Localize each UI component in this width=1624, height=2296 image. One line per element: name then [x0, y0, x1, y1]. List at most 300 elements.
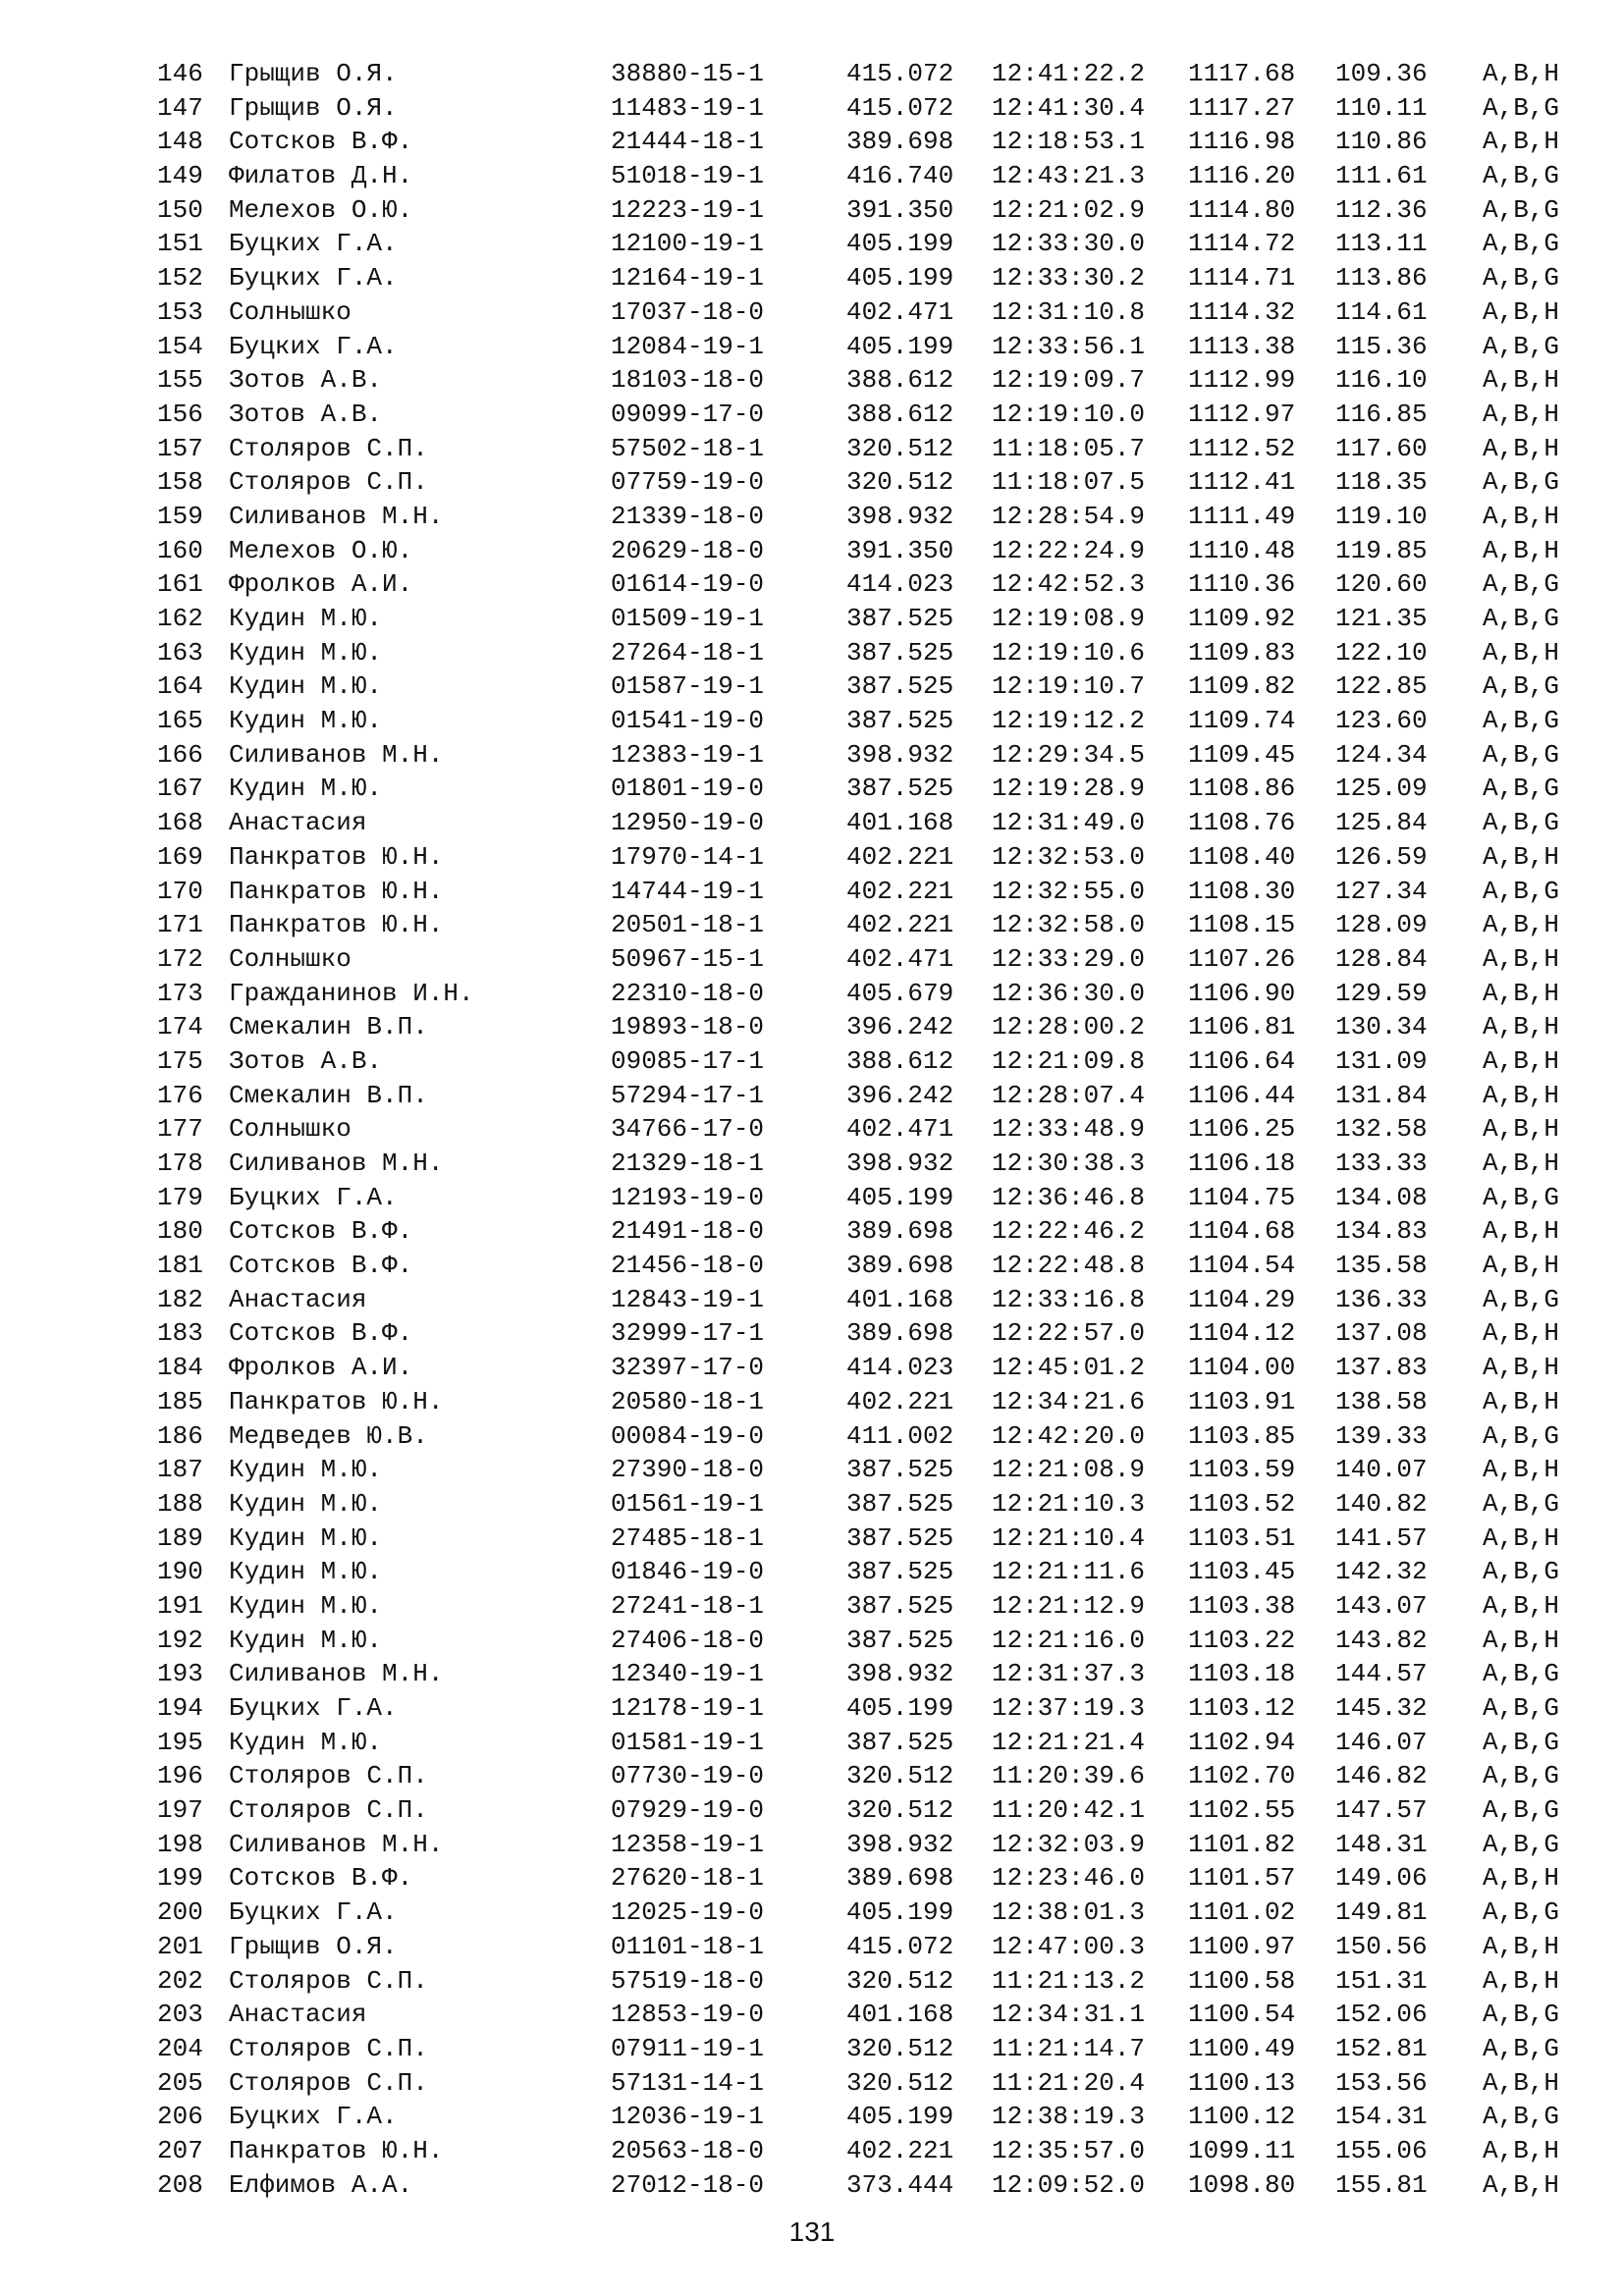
arrival-time-cell: 12:41:22.2 — [992, 59, 1146, 88]
coefficient-cell: 124.34 — [1335, 739, 1428, 770]
ring-number-cell: 27012-18-0 — [611, 2169, 765, 2200]
coefficient-cell: 153.56 — [1335, 2067, 1428, 2098]
arrival-time-cell: 12:29:34.5 — [992, 739, 1146, 770]
speed-cell: 1114.71 — [1188, 263, 1296, 294]
place-cell: 174 — [157, 1012, 203, 1042]
ring-number-cell: 12025-19-0 — [611, 1897, 765, 1928]
distance-cell: 387.525 — [846, 1727, 954, 1757]
ring-number-cell: 18103-18-0 — [611, 365, 765, 396]
ring-number-cell: 01541-19-0 — [611, 706, 765, 736]
flags-cell: A,B,H — [1483, 1045, 1560, 1076]
coefficient-cell: 122.10 — [1335, 637, 1428, 667]
place-cell: 168 — [157, 808, 203, 838]
coefficient-cell: 139.33 — [1335, 1420, 1428, 1451]
fancier-name-cell: Буцких Г.А. — [229, 331, 398, 361]
ring-number-cell: 11483-19-1 — [611, 92, 765, 123]
coefficient-cell: 129.59 — [1335, 978, 1428, 1008]
distance-cell: 398.932 — [846, 501, 954, 531]
fancier-name-cell: Кудин М.Ю. — [229, 1488, 383, 1519]
ring-number-cell: 12950-19-0 — [611, 808, 765, 838]
fancier-name-cell: Силиванов М.Н. — [229, 501, 444, 531]
distance-cell: 388.612 — [846, 399, 954, 429]
flags-cell: A,B,G — [1483, 1557, 1560, 1587]
fancier-name-cell: Кудин М.Ю. — [229, 1625, 383, 1655]
distance-cell: 398.932 — [846, 1829, 954, 1859]
arrival-time-cell: 12:28:00.2 — [992, 1012, 1146, 1042]
distance-cell: 414.023 — [846, 569, 954, 600]
distance-cell: 320.512 — [846, 1761, 954, 1791]
distance-cell: 402.221 — [846, 1386, 954, 1416]
flags-cell: A,B,H — [1483, 2067, 1560, 2098]
speed-cell: 1106.81 — [1188, 1012, 1296, 1042]
fancier-name-cell: Фролков А.И. — [229, 569, 413, 600]
ring-number-cell: 27241-18-1 — [611, 1590, 765, 1621]
flags-cell: A,B,G — [1483, 808, 1560, 838]
speed-cell: 1114.72 — [1188, 229, 1296, 259]
flags-cell: A,B,G — [1483, 1693, 1560, 1723]
distance-cell: 405.199 — [846, 2102, 954, 2132]
arrival-time-cell: 12:09:52.0 — [992, 2169, 1146, 2200]
ring-number-cell: 27620-18-1 — [611, 1863, 765, 1894]
fancier-name-cell: Буцких Г.А. — [229, 263, 398, 294]
distance-cell: 320.512 — [846, 1965, 954, 1996]
place-cell: 187 — [157, 1455, 203, 1485]
arrival-time-cell: 12:21:16.0 — [992, 1625, 1146, 1655]
place-cell: 166 — [157, 739, 203, 770]
speed-cell: 1101.02 — [1188, 1897, 1296, 1928]
distance-cell: 401.168 — [846, 2000, 954, 2030]
distance-cell: 320.512 — [846, 467, 954, 498]
distance-cell: 387.525 — [846, 604, 954, 633]
distance-cell: 389.698 — [846, 1251, 954, 1281]
place-cell: 150 — [157, 194, 203, 225]
arrival-time-cell: 12:34:21.6 — [992, 1386, 1146, 1416]
arrival-time-cell: 12:42:20.0 — [992, 1420, 1146, 1451]
distance-cell: 405.679 — [846, 978, 954, 1008]
distance-cell: 387.525 — [846, 1522, 954, 1553]
speed-cell: 1116.20 — [1188, 161, 1296, 191]
speed-cell: 1103.51 — [1188, 1522, 1296, 1553]
fancier-name-cell: Грыщив О.Я. — [229, 59, 398, 88]
fancier-name-cell: Кудин М.Ю. — [229, 774, 383, 804]
ring-number-cell: 07929-19-0 — [611, 1795, 765, 1826]
flags-cell: A,B,H — [1483, 433, 1560, 463]
distance-cell: 320.512 — [846, 1795, 954, 1826]
arrival-time-cell: 12:19:09.7 — [992, 365, 1146, 396]
coefficient-cell: 132.58 — [1335, 1114, 1428, 1145]
speed-cell: 1102.55 — [1188, 1795, 1296, 1826]
fancier-name-cell: Мелехов О.Ю. — [229, 535, 413, 565]
fancier-name-cell: Кудин М.Ю. — [229, 1455, 383, 1485]
place-cell: 147 — [157, 92, 203, 123]
speed-cell: 1108.40 — [1188, 841, 1296, 872]
fancier-name-cell: Грыщив О.Я. — [229, 1931, 398, 1961]
place-cell: 193 — [157, 1659, 203, 1689]
fancier-name-cell: Силиванов М.Н. — [229, 1148, 444, 1178]
fancier-name-cell: Панкратов Ю.Н. — [229, 1386, 444, 1416]
arrival-time-cell: 12:35:57.0 — [992, 2135, 1146, 2165]
fancier-name-cell: Силиванов М.Н. — [229, 1829, 444, 1859]
fancier-name-cell: Зотов А.В. — [229, 1045, 383, 1076]
speed-cell: 1106.64 — [1188, 1045, 1296, 1076]
ring-number-cell: 19893-18-0 — [611, 1012, 765, 1042]
flags-cell: A,B,H — [1483, 1522, 1560, 1553]
flags-cell: A,B,H — [1483, 501, 1560, 531]
coefficient-cell: 116.85 — [1335, 399, 1428, 429]
distance-cell: 391.350 — [846, 194, 954, 225]
flags-cell: A,B,G — [1483, 1182, 1560, 1212]
coefficient-cell: 127.34 — [1335, 876, 1428, 906]
distance-cell: 396.242 — [846, 1012, 954, 1042]
flags-cell: A,B,G — [1483, 1727, 1560, 1757]
arrival-time-cell: 12:21:21.4 — [992, 1727, 1146, 1757]
distance-cell: 402.471 — [846, 1114, 954, 1145]
speed-cell: 1103.38 — [1188, 1590, 1296, 1621]
speed-cell: 1108.76 — [1188, 808, 1296, 838]
place-cell: 207 — [157, 2135, 203, 2165]
coefficient-cell: 131.09 — [1335, 1045, 1428, 1076]
distance-cell: 387.525 — [846, 706, 954, 736]
speed-cell: 1109.74 — [1188, 706, 1296, 736]
flags-cell: A,B,G — [1483, 229, 1560, 259]
arrival-time-cell: 12:33:56.1 — [992, 331, 1146, 361]
distance-cell: 387.525 — [846, 1488, 954, 1519]
flags-cell: A,B,H — [1483, 296, 1560, 327]
arrival-time-cell: 11:21:13.2 — [992, 1965, 1146, 1996]
flags-cell: A,B,G — [1483, 92, 1560, 123]
fancier-name-cell: Кудин М.Ю. — [229, 1557, 383, 1587]
speed-cell: 1108.86 — [1188, 774, 1296, 804]
ring-number-cell: 12178-19-1 — [611, 1693, 765, 1723]
coefficient-cell: 121.35 — [1335, 604, 1428, 633]
distance-cell: 405.199 — [846, 1897, 954, 1928]
place-cell: 197 — [157, 1795, 203, 1826]
coefficient-cell: 136.33 — [1335, 1284, 1428, 1314]
ring-number-cell: 01509-19-1 — [611, 604, 765, 633]
coefficient-cell: 155.81 — [1335, 2169, 1428, 2200]
ring-number-cell: 07911-19-1 — [611, 2033, 765, 2063]
arrival-time-cell: 12:28:54.9 — [992, 501, 1146, 531]
flags-cell: A,B,G — [1483, 1488, 1560, 1519]
arrival-time-cell: 11:18:07.5 — [992, 467, 1146, 498]
distance-cell: 389.698 — [846, 1216, 954, 1247]
fancier-name-cell: Кудин М.Ю. — [229, 1522, 383, 1553]
place-cell: 208 — [157, 2169, 203, 2200]
coefficient-cell: 119.85 — [1335, 535, 1428, 565]
speed-cell: 1109.82 — [1188, 671, 1296, 702]
arrival-time-cell: 12:45:01.2 — [992, 1353, 1146, 1383]
flags-cell: A,B,G — [1483, 569, 1560, 600]
coefficient-cell: 140.82 — [1335, 1488, 1428, 1519]
place-cell: 202 — [157, 1965, 203, 1996]
place-cell: 203 — [157, 2000, 203, 2030]
place-cell: 171 — [157, 910, 203, 940]
arrival-time-cell: 12:33:29.0 — [992, 943, 1146, 974]
arrival-time-cell: 12:21:09.8 — [992, 1045, 1146, 1076]
arrival-time-cell: 12:21:10.4 — [992, 1522, 1146, 1553]
speed-cell: 1117.68 — [1188, 59, 1296, 88]
distance-cell: 398.932 — [846, 1148, 954, 1178]
speed-cell: 1112.97 — [1188, 399, 1296, 429]
place-cell: 195 — [157, 1727, 203, 1757]
arrival-time-cell: 12:33:16.8 — [992, 1284, 1146, 1314]
place-cell: 160 — [157, 535, 203, 565]
speed-cell: 1104.12 — [1188, 1318, 1296, 1349]
flags-cell: A,B,G — [1483, 1761, 1560, 1791]
ring-number-cell: 32999-17-1 — [611, 1318, 765, 1349]
distance-cell: 373.444 — [846, 2169, 954, 2200]
speed-cell: 1104.00 — [1188, 1353, 1296, 1383]
flags-cell: A,B,G — [1483, 739, 1560, 770]
speed-cell: 1103.85 — [1188, 1420, 1296, 1451]
arrival-time-cell: 12:30:38.3 — [992, 1148, 1146, 1178]
arrival-time-cell: 12:43:21.3 — [992, 161, 1146, 191]
flags-cell: A,B,H — [1483, 59, 1560, 88]
arrival-time-cell: 12:36:46.8 — [992, 1182, 1146, 1212]
place-cell: 178 — [157, 1148, 203, 1178]
place-cell: 170 — [157, 876, 203, 906]
place-cell: 148 — [157, 127, 203, 157]
ring-number-cell: 12193-19-0 — [611, 1182, 765, 1212]
ring-number-cell: 12100-19-1 — [611, 229, 765, 259]
place-cell: 194 — [157, 1693, 203, 1723]
arrival-time-cell: 11:18:05.7 — [992, 433, 1146, 463]
fancier-name-cell: Мелехов О.Ю. — [229, 194, 413, 225]
coefficient-cell: 114.61 — [1335, 296, 1428, 327]
place-cell: 172 — [157, 943, 203, 974]
arrival-time-cell: 12:19:28.9 — [992, 774, 1146, 804]
arrival-time-cell: 12:33:48.9 — [992, 1114, 1146, 1145]
coefficient-cell: 151.31 — [1335, 1965, 1428, 1996]
arrival-time-cell: 12:22:46.2 — [992, 1216, 1146, 1247]
place-cell: 206 — [157, 2102, 203, 2132]
ring-number-cell: 12084-19-1 — [611, 331, 765, 361]
ring-number-cell: 21339-18-0 — [611, 501, 765, 531]
fancier-name-cell: Гражданинов И.Н. — [229, 978, 474, 1008]
arrival-time-cell: 12:21:08.9 — [992, 1455, 1146, 1485]
flags-cell: A,B,H — [1483, 1080, 1560, 1110]
speed-cell: 1103.59 — [1188, 1455, 1296, 1485]
ring-number-cell: 21444-18-1 — [611, 127, 765, 157]
ring-number-cell: 00084-19-0 — [611, 1420, 765, 1451]
distance-cell: 389.698 — [846, 127, 954, 157]
flags-cell: A,B,G — [1483, 1659, 1560, 1689]
coefficient-cell: 146.82 — [1335, 1761, 1428, 1791]
fancier-name-cell: Смекалин В.П. — [229, 1012, 428, 1042]
speed-cell: 1102.94 — [1188, 1727, 1296, 1757]
coefficient-cell: 111.61 — [1335, 161, 1428, 191]
arrival-time-cell: 12:41:30.4 — [992, 92, 1146, 123]
flags-cell: A,B,H — [1483, 1148, 1560, 1178]
arrival-time-cell: 11:20:39.6 — [992, 1761, 1146, 1791]
flags-cell: A,B,G — [1483, 194, 1560, 225]
fancier-name-cell: Панкратов Ю.Н. — [229, 841, 444, 872]
distance-cell: 402.221 — [846, 2135, 954, 2165]
speed-cell: 1103.45 — [1188, 1557, 1296, 1587]
fancier-name-cell: Солнышко — [229, 943, 352, 974]
flags-cell: A,B,H — [1483, 1863, 1560, 1894]
arrival-time-cell: 11:20:42.1 — [992, 1795, 1146, 1826]
speed-cell: 1102.70 — [1188, 1761, 1296, 1791]
arrival-time-cell: 12:22:24.9 — [992, 535, 1146, 565]
distance-cell: 402.221 — [846, 910, 954, 940]
coefficient-cell: 137.08 — [1335, 1318, 1428, 1349]
fancier-name-cell: Панкратов Ю.Н. — [229, 910, 444, 940]
ring-number-cell: 27390-18-0 — [611, 1455, 765, 1485]
arrival-time-cell: 12:21:11.6 — [992, 1557, 1146, 1587]
fancier-name-cell: Буцких Г.А. — [229, 1693, 398, 1723]
fancier-name-cell: Кудин М.Ю. — [229, 671, 383, 702]
flags-cell: A,B,H — [1483, 127, 1560, 157]
flags-cell: A,B,G — [1483, 1897, 1560, 1928]
ring-number-cell: 27485-18-1 — [611, 1522, 765, 1553]
coefficient-cell: 110.86 — [1335, 127, 1428, 157]
place-cell: 157 — [157, 433, 203, 463]
coefficient-cell: 155.06 — [1335, 2135, 1428, 2165]
ring-number-cell: 09099-17-0 — [611, 399, 765, 429]
distance-cell: 389.698 — [846, 1318, 954, 1349]
fancier-name-cell: Анастасия — [229, 1284, 367, 1314]
flags-cell: A,B,G — [1483, 1829, 1560, 1859]
arrival-time-cell: 12:19:10.7 — [992, 671, 1146, 702]
coefficient-cell: 140.07 — [1335, 1455, 1428, 1485]
coefficient-cell: 119.10 — [1335, 501, 1428, 531]
ring-number-cell: 21329-18-1 — [611, 1148, 765, 1178]
fancier-name-cell: Сотсков В.Ф. — [229, 1318, 413, 1349]
ring-number-cell: 17970-14-1 — [611, 841, 765, 872]
place-cell: 161 — [157, 569, 203, 600]
flags-cell: A,B,G — [1483, 161, 1560, 191]
place-cell: 167 — [157, 774, 203, 804]
place-cell: 205 — [157, 2067, 203, 2098]
flags-cell: A,B,G — [1483, 2033, 1560, 2063]
speed-cell: 1101.57 — [1188, 1863, 1296, 1894]
distance-cell: 396.242 — [846, 1080, 954, 1110]
arrival-time-cell: 12:22:48.8 — [992, 1251, 1146, 1281]
ring-number-cell: 07759-19-0 — [611, 467, 765, 498]
arrival-time-cell: 12:38:19.3 — [992, 2102, 1146, 2132]
place-cell: 149 — [157, 161, 203, 191]
distance-cell: 405.199 — [846, 1182, 954, 1212]
coefficient-cell: 154.31 — [1335, 2102, 1428, 2132]
flags-cell: A,B,H — [1483, 1455, 1560, 1485]
ring-number-cell: 22310-18-0 — [611, 978, 765, 1008]
fancier-name-cell: Буцких Г.А. — [229, 1182, 398, 1212]
speed-cell: 1101.82 — [1188, 1829, 1296, 1859]
arrival-time-cell: 12:36:30.0 — [992, 978, 1146, 1008]
arrival-time-cell: 12:34:31.1 — [992, 2000, 1146, 2030]
speed-cell: 1110.48 — [1188, 535, 1296, 565]
coefficient-cell: 133.33 — [1335, 1148, 1428, 1178]
ring-number-cell: 20580-18-1 — [611, 1386, 765, 1416]
flags-cell: A,B,G — [1483, 1284, 1560, 1314]
fancier-name-cell: Сотсков В.Ф. — [229, 1863, 413, 1894]
fancier-name-cell: Столяров С.П. — [229, 467, 428, 498]
ring-number-cell: 07730-19-0 — [611, 1761, 765, 1791]
arrival-time-cell: 12:18:53.1 — [992, 127, 1146, 157]
arrival-time-cell: 12:21:02.9 — [992, 194, 1146, 225]
speed-cell: 1103.91 — [1188, 1386, 1296, 1416]
arrival-time-cell: 12:19:08.9 — [992, 604, 1146, 633]
place-cell: 156 — [157, 399, 203, 429]
fancier-name-cell: Кудин М.Ю. — [229, 706, 383, 736]
speed-cell: 1103.12 — [1188, 1693, 1296, 1723]
fancier-name-cell: Смекалин В.П. — [229, 1080, 428, 1110]
flags-cell: A,B,H — [1483, 399, 1560, 429]
place-cell: 165 — [157, 706, 203, 736]
coefficient-cell: 145.32 — [1335, 1693, 1428, 1723]
speed-cell: 1103.22 — [1188, 1625, 1296, 1655]
coefficient-cell: 137.83 — [1335, 1353, 1428, 1383]
ring-number-cell: 17037-18-0 — [611, 296, 765, 327]
speed-cell: 1114.80 — [1188, 194, 1296, 225]
distance-cell: 401.168 — [846, 808, 954, 838]
ring-number-cell: 20563-18-0 — [611, 2135, 765, 2165]
arrival-time-cell: 12:31:10.8 — [992, 296, 1146, 327]
ring-number-cell: 57502-18-1 — [611, 433, 765, 463]
flags-cell: A,B,H — [1483, 978, 1560, 1008]
flags-cell: A,B,G — [1483, 1795, 1560, 1826]
arrival-time-cell: 12:19:10.6 — [992, 637, 1146, 667]
distance-cell: 387.525 — [846, 774, 954, 804]
fancier-name-cell: Буцких Г.А. — [229, 1897, 398, 1928]
fancier-name-cell: Столяров С.П. — [229, 2067, 428, 2098]
ring-number-cell: 12340-19-1 — [611, 1659, 765, 1689]
speed-cell: 1104.75 — [1188, 1182, 1296, 1212]
flags-cell: A,B,G — [1483, 774, 1560, 804]
place-cell: 191 — [157, 1590, 203, 1621]
flags-cell: A,B,H — [1483, 1931, 1560, 1961]
flags-cell: A,B,H — [1483, 1251, 1560, 1281]
arrival-time-cell: 12:19:10.0 — [992, 399, 1146, 429]
coefficient-cell: 120.60 — [1335, 569, 1428, 600]
ring-number-cell: 01846-19-0 — [611, 1557, 765, 1587]
speed-cell: 1106.25 — [1188, 1114, 1296, 1145]
place-cell: 162 — [157, 604, 203, 633]
arrival-time-cell: 12:42:52.3 — [992, 569, 1146, 600]
arrival-time-cell: 12:21:12.9 — [992, 1590, 1146, 1621]
ring-number-cell: 09085-17-1 — [611, 1045, 765, 1076]
speed-cell: 1108.15 — [1188, 910, 1296, 940]
fancier-name-cell: Силиванов М.Н. — [229, 1659, 444, 1689]
fancier-name-cell: Зотов А.В. — [229, 365, 383, 396]
place-cell: 164 — [157, 671, 203, 702]
coefficient-cell: 150.56 — [1335, 1931, 1428, 1961]
speed-cell: 1104.68 — [1188, 1216, 1296, 1247]
ring-number-cell: 50967-15-1 — [611, 943, 765, 974]
coefficient-cell: 138.58 — [1335, 1386, 1428, 1416]
distance-cell: 389.698 — [846, 1863, 954, 1894]
place-cell: 192 — [157, 1625, 203, 1655]
flags-cell: A,B,H — [1483, 365, 1560, 396]
ring-number-cell: 21491-18-0 — [611, 1216, 765, 1247]
distance-cell: 402.221 — [846, 876, 954, 906]
speed-cell: 1111.49 — [1188, 501, 1296, 531]
place-cell: 176 — [157, 1080, 203, 1110]
speed-cell: 1099.11 — [1188, 2135, 1296, 2165]
coefficient-cell: 110.11 — [1335, 92, 1428, 123]
distance-cell: 387.525 — [846, 1590, 954, 1621]
fancier-name-cell: Сотсков В.Ф. — [229, 1216, 413, 1247]
distance-cell: 320.512 — [846, 433, 954, 463]
speed-cell: 1107.26 — [1188, 943, 1296, 974]
place-cell: 196 — [157, 1761, 203, 1791]
place-cell: 179 — [157, 1182, 203, 1212]
arrival-time-cell: 12:38:01.3 — [992, 1897, 1146, 1928]
flags-cell: A,B,G — [1483, 331, 1560, 361]
speed-cell: 1112.41 — [1188, 467, 1296, 498]
arrival-time-cell: 12:32:53.0 — [992, 841, 1146, 872]
